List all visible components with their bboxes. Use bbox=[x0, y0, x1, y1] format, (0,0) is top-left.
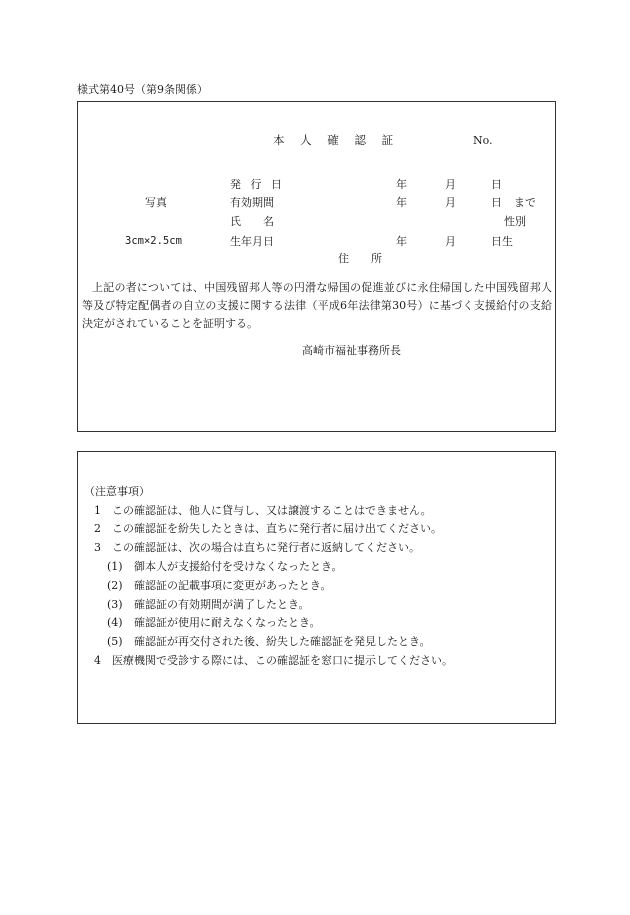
note-text: 確認証が再交付された後、紛失した確認証を発見したとき。 bbox=[134, 635, 431, 648]
note-subnumber: (4) bbox=[107, 616, 123, 629]
note-text: 確認証が使用に耐えなくなったとき。 bbox=[134, 616, 321, 629]
note-text: 御本人が支援給付を受けなくなったとき。 bbox=[134, 560, 343, 573]
note-number: 3 bbox=[94, 541, 101, 554]
notes-title: （注意事項） bbox=[84, 485, 150, 498]
issuer-name: 高崎市福祉事務所長 bbox=[302, 344, 401, 357]
note-subnumber: (2) bbox=[107, 579, 123, 592]
validity-label: 有効期間 bbox=[230, 196, 274, 209]
validity-day: 日 bbox=[491, 196, 502, 209]
note-text: 確認証の有効期間が満了したとき。 bbox=[134, 598, 310, 611]
note-number: 2 bbox=[94, 522, 101, 535]
validity-year: 年 bbox=[396, 196, 407, 209]
certificate-box bbox=[77, 101, 556, 432]
address-label: 住 所 bbox=[338, 252, 382, 265]
note-number: 4 bbox=[94, 654, 101, 667]
note-text: この確認証は、次の場合は直ちに発行者に返納してください。 bbox=[112, 541, 420, 554]
name-label: 氏 名 bbox=[230, 215, 274, 228]
issue-date-year: 年 bbox=[396, 178, 407, 191]
validity-until: まで bbox=[514, 196, 536, 209]
note-number: 1 bbox=[94, 504, 101, 517]
sex-label: 性別 bbox=[504, 215, 526, 228]
note-text: この確認証を紛失したときは、直ちに発行者に届け出てください。 bbox=[112, 522, 442, 535]
certificate-number-label: No. bbox=[473, 134, 493, 147]
photo-size-label: 3cm×2.5cm bbox=[125, 235, 182, 247]
photo-label: 写真 bbox=[145, 196, 167, 209]
form-number-label: 様式第40号（第9条関係） bbox=[77, 83, 208, 96]
note-subnumber: (5) bbox=[107, 635, 123, 648]
birth-month: 月 bbox=[445, 235, 456, 248]
note-subnumber: (1) bbox=[107, 560, 123, 573]
validity-month: 月 bbox=[445, 196, 456, 209]
birth-year: 年 bbox=[396, 235, 407, 248]
note-text: 確認証の記載事項に変更があったとき。 bbox=[134, 579, 332, 592]
note-subnumber: (3) bbox=[107, 598, 123, 611]
issue-date-label: 発 行 日 bbox=[230, 178, 285, 191]
note-text: 医療機関で受診する際には、この確認証を窓口に提示してください。 bbox=[112, 654, 453, 667]
birth-day: 日生 bbox=[491, 235, 513, 248]
birth-date-label: 生年月日 bbox=[230, 235, 274, 248]
issue-date-day: 日 bbox=[491, 178, 502, 191]
issue-date-month: 月 bbox=[445, 178, 456, 191]
note-text: この確認証は、他人に貸与し、又は譲渡することはできません。 bbox=[112, 504, 432, 517]
certification-statement: 上記の者については、中国残留邦人等の円滑な帰国の促進並びに永住帰国した中国残留邦人等及び特定配偶者の自立の支援に関する法律（平成6年法律第30号）に基づく支援給付の支給決定がされていることを証明する。 bbox=[82, 281, 552, 330]
certificate-title: 本 人 確 認 証 bbox=[273, 133, 400, 147]
